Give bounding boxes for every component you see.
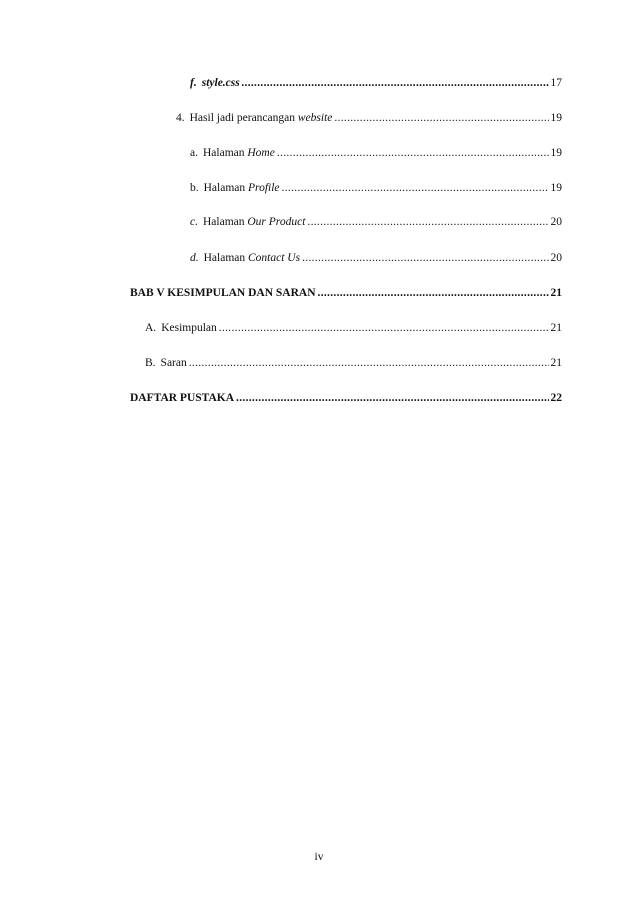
toc-entry-number: d. [190,252,199,264]
toc-entry-number: b. [190,182,199,194]
toc-entry-halaman-our-product[interactable] [190,215,562,229]
toc-entry-title: style.css [201,77,240,89]
toc-entry-halaman-home[interactable] [190,146,562,160]
toc-entry-title: Saran [160,357,187,369]
toc-dot-leader [189,356,549,370]
toc-page-number: 17 [550,77,562,89]
toc-entry-prefix: Halaman [203,182,249,194]
toc-entry-number: c. [190,216,198,228]
toc-entry-hasil-jadi[interactable] [176,111,562,125]
toc-entry-number: 4. [176,112,185,124]
toc-page-number: 22 [550,392,562,404]
toc-entry-saran[interactable] [145,356,562,370]
toc-page-number: 19 [550,182,562,194]
toc-dot-leader [318,286,549,300]
toc-entry-prefix: Halaman [202,216,248,228]
toc-entry-title: Home [247,147,275,159]
toc-entry-title: Profile [248,182,280,194]
toc-entry-title: Kesimpulan [161,322,217,334]
toc-dot-leader [236,391,548,405]
toc-entry-title: DAFTAR PUSTAKA [130,392,235,404]
toc-entry-halaman-contact-us[interactable] [190,251,562,265]
toc-page-number: 20 [550,216,562,228]
toc-entry-title: BAB V KESIMPULAN DAN SARAN [130,287,316,299]
toc-entry-kesimpulan[interactable] [145,321,562,335]
toc-entry-title: Contact Us [248,252,301,264]
toc-page-number: 20 [550,252,562,264]
toc-page-number: 19 [550,147,562,159]
toc-page-number: 21 [550,357,562,369]
toc-entry-number: B. [145,357,156,369]
toc-dot-leader [282,181,549,195]
toc-page-number: 19 [550,112,562,124]
toc-entry-number: a. [190,147,198,159]
toc-entry-prefix: Hasil jadi perancangan [189,112,298,124]
toc-dot-leader [242,76,549,90]
toc-entry-number: f. [190,77,197,89]
toc-entry-style-css[interactable] [190,76,562,90]
toc-entry-halaman-profile[interactable] [190,181,562,195]
toc-dot-leader [302,251,548,265]
toc-entry-title: Our Product [247,216,306,228]
toc-entry-prefix: Halaman [203,252,249,264]
toc-dot-leader [307,215,548,229]
toc-dot-leader [277,146,549,160]
toc-entry-bab-v[interactable] [130,286,562,300]
toc-page-number: 21 [550,287,562,299]
toc-entry-number: A. [145,322,157,334]
toc-entry-title: website [297,112,333,124]
toc-entry-prefix: Halaman [202,147,248,159]
toc-dot-leader [334,111,548,125]
toc-page-number: 21 [550,322,562,334]
toc-entry-daftar-pustaka[interactable] [130,391,562,405]
page-number-footer: iv [314,851,324,863]
toc-dot-leader [219,321,549,335]
